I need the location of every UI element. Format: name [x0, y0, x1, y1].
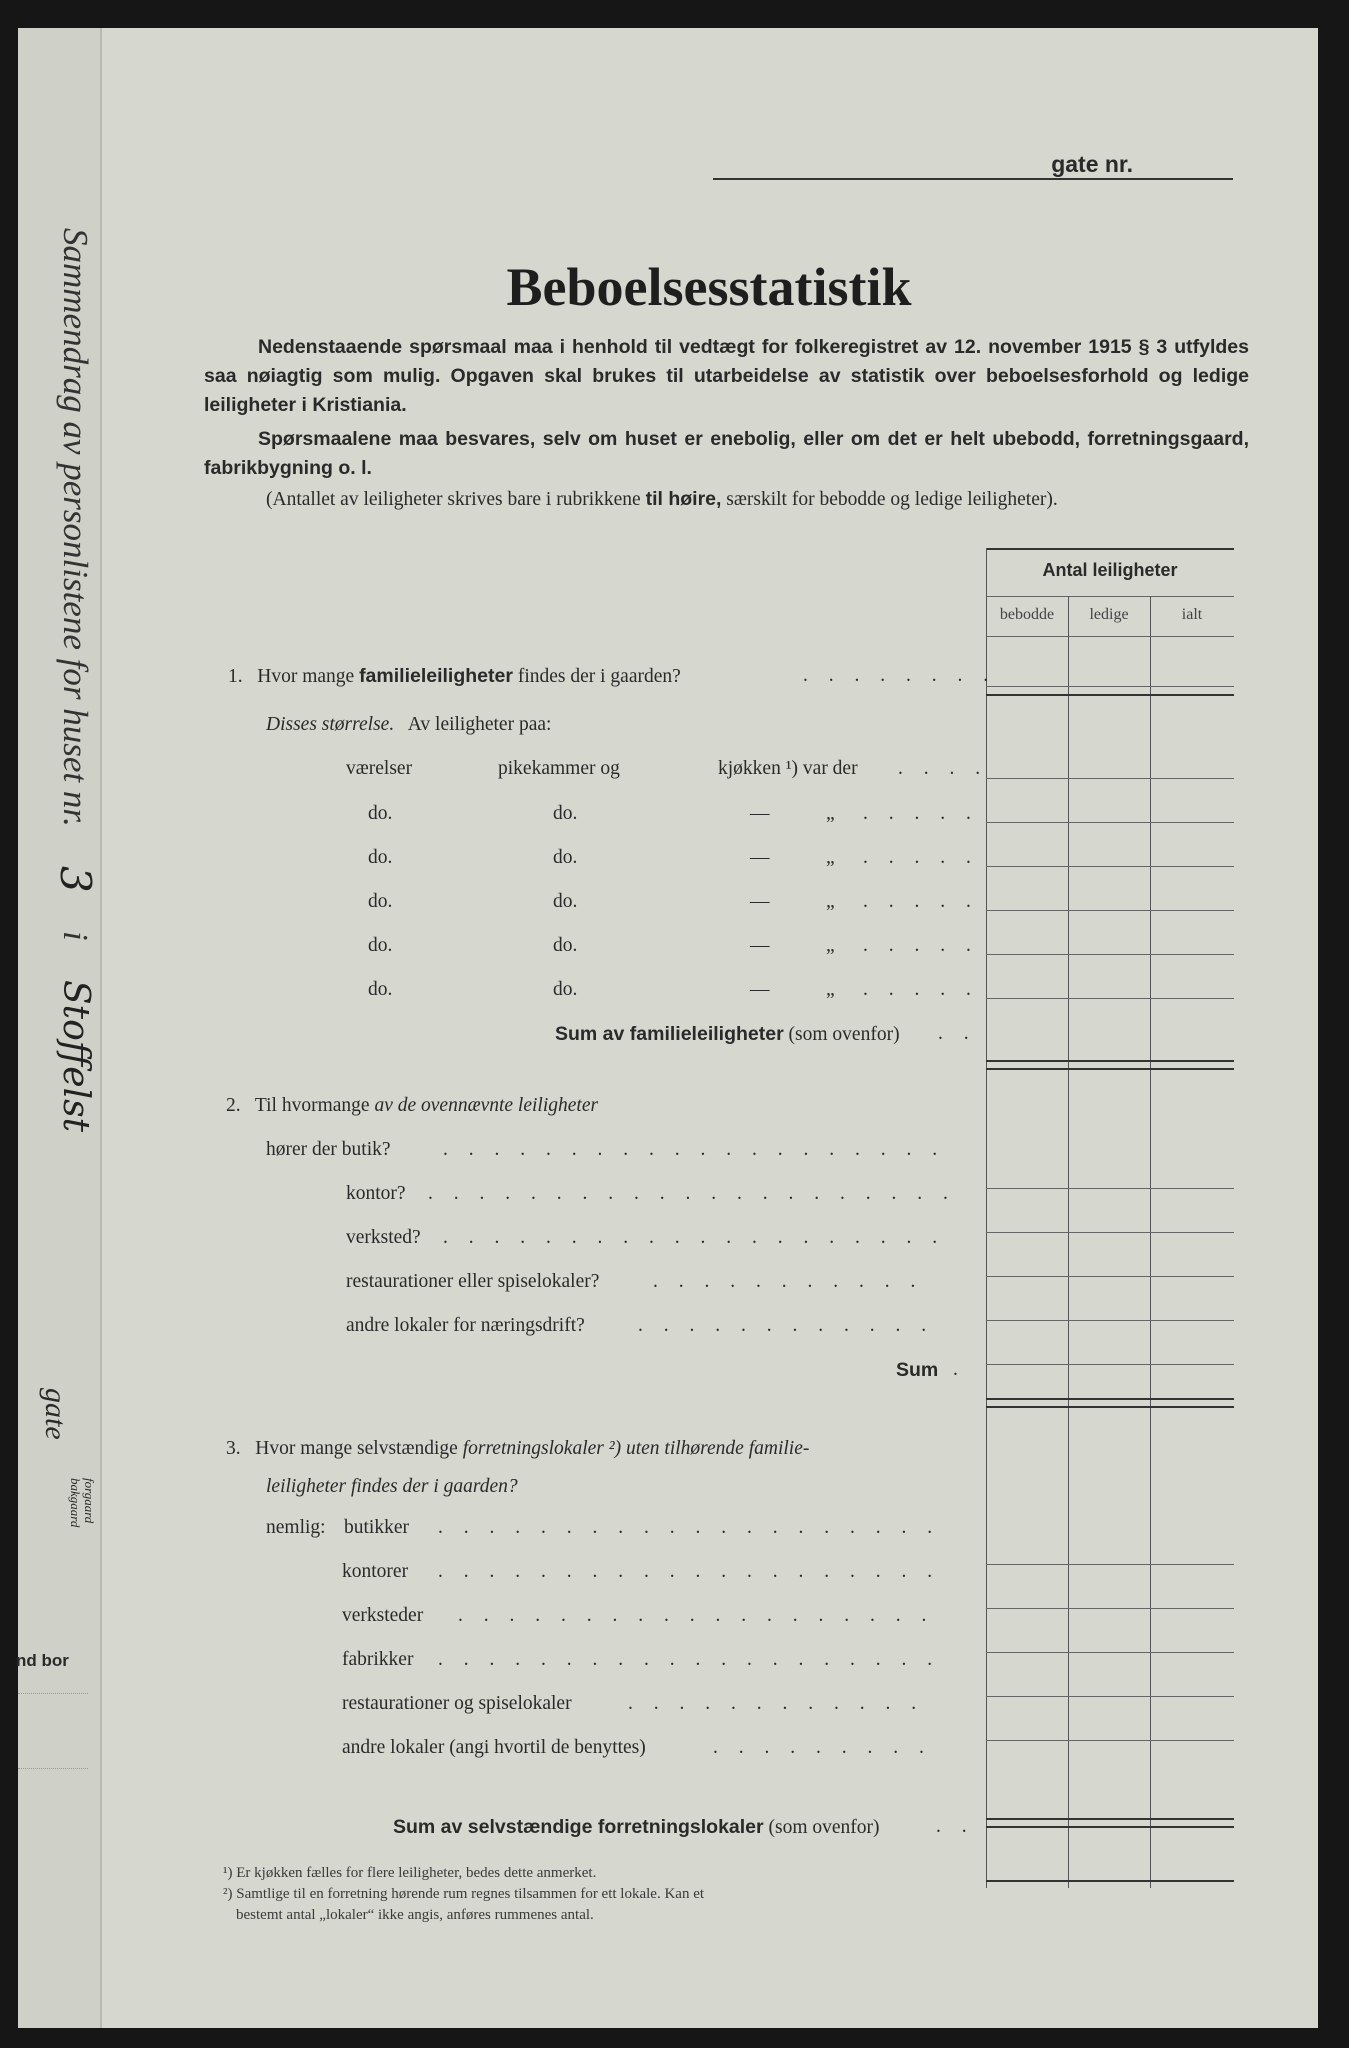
q1-sizes-line	[266, 714, 551, 736]
q1-ditto: „	[826, 979, 835, 1000]
leader-dots: . . . . . . . . . . . . . . . . . . . .	[438, 1561, 941, 1582]
footnote-2a: ²) Samtlige til en forretning hørende rum regnes tilsammen for ett lokale. Kan et	[223, 1886, 705, 1902]
leader-dots: . . . . . . . . .	[713, 1737, 932, 1758]
q1-do-vaerelser: do.	[368, 935, 393, 956]
answer-line	[986, 1320, 1234, 1321]
leader-dots: . . . . . . . . . . . . . . . . . . . .	[438, 1649, 941, 1670]
answer-line	[986, 778, 1234, 779]
form-page	[18, 28, 1318, 2028]
q3-sum-line	[393, 1816, 880, 1839]
q3-line-1	[226, 1438, 809, 1460]
answer-line	[986, 1826, 1234, 1828]
leader-dots: . . . . . . . . . . . . . . . . . . . .	[438, 1517, 941, 1538]
intro-text-3b: til høire,	[645, 488, 722, 510]
intro-paragraph-3	[266, 488, 1058, 511]
side-vertical-caption	[40, 228, 100, 1132]
col-bebodde: bebodde	[999, 606, 1055, 623]
q1-dash: —	[750, 847, 770, 868]
q1-ditto: „	[826, 935, 835, 956]
q3-item-fabrikker: fabrikker	[342, 1649, 414, 1670]
q1-pikekammer-label: pikekammer og	[498, 758, 620, 779]
q3-item-verksteder: verksteder	[342, 1605, 424, 1626]
q2-text-b: av de ovennævnte leiligheter	[374, 1095, 599, 1116]
answer-line	[986, 1740, 1234, 1741]
q1-dash: —	[750, 803, 770, 824]
side-dotted-line	[18, 1768, 88, 1769]
q1-kjokken-label: kjøkken ¹) var der	[718, 758, 858, 779]
q1-sum-note: (som ovenfor)	[788, 1024, 900, 1045]
side-forgaard: forgaard	[82, 1478, 97, 1524]
q1-do-pikekammer: do.	[553, 847, 578, 868]
q1-do-vaerelser: do.	[368, 803, 393, 824]
answer-line	[986, 866, 1234, 867]
q2-item-butik: hører der butik?	[266, 1139, 391, 1160]
q1-dash: —	[750, 979, 770, 1000]
answer-line	[986, 1696, 1234, 1697]
leader-dots: .	[953, 1359, 966, 1380]
leader-dots: . .	[936, 1816, 975, 1837]
q3-item-andre: andre lokaler (angi hvortil de benyttes)	[342, 1737, 646, 1758]
handwritten-house-number: 3	[51, 865, 100, 893]
side-caption-text: Sammendrag av personlistene for huset nr.	[56, 228, 95, 827]
footnote-1: ¹) Er kjøkken fælles for flere leiligheter, bedes dette anmerket.	[223, 1865, 597, 1881]
leader-dots: . . . . . . . . . . . . . . . . . . . . .	[428, 1183, 956, 1204]
side-bor-label: nd bor	[16, 1651, 69, 1670]
q3-nemlig: nemlig:	[266, 1517, 326, 1538]
q3-line-2: leiligheter findes der i gaarden?	[266, 1476, 518, 1497]
answer-line	[986, 1880, 1234, 1882]
q1-ditto: „	[826, 891, 835, 912]
leader-dots: . . . . .	[863, 979, 979, 1000]
left-margin-strip	[18, 28, 102, 2028]
q2-item-kontor: kontor?	[346, 1183, 406, 1204]
answer-line	[986, 1398, 1234, 1400]
side-bakgaard: bakgaard	[68, 1478, 83, 1528]
q2-item-verksted: verksted?	[346, 1227, 421, 1248]
q1-do-pikekammer: do.	[553, 979, 578, 1000]
q1-ditto: „	[826, 847, 835, 868]
leader-dots: . . . . . . . . . . . .	[638, 1315, 935, 1336]
answer-line	[986, 1818, 1234, 1820]
side-caption-i: i	[56, 931, 95, 941]
answer-line	[986, 954, 1234, 955]
leader-dots: . . . . . . . . . . . . . . . . . . .	[458, 1605, 935, 1626]
gate-nr-label: gate nr.	[1051, 151, 1133, 177]
leader-dots: . . . . . . . . . . . . . . . . . . . .	[443, 1227, 946, 1248]
q1-line	[228, 665, 681, 688]
q1-sum-label: Sum av familieleiligheter	[555, 1023, 784, 1045]
answer-line	[986, 910, 1234, 911]
q1-number: 1.	[228, 666, 243, 687]
table-header-line	[986, 596, 1234, 597]
table-header: Antal leiligheter	[1042, 560, 1178, 580]
q2-sum-label: Sum	[896, 1359, 939, 1381]
q3-sum-label: Sum av selvstændige forretningslokaler	[393, 1816, 764, 1838]
q1-text-c: findes der i gaarden?	[517, 666, 681, 687]
q1-ditto: „	[826, 803, 835, 824]
answer-line	[986, 1608, 1234, 1609]
intro-paragraph-1	[204, 333, 1249, 420]
table-border-left	[986, 548, 987, 1888]
q3-item-kontorer: kontorer	[342, 1561, 409, 1582]
leader-dots: . . . . . . . .	[803, 665, 997, 686]
answer-line	[986, 822, 1234, 823]
answer-line	[986, 1232, 1234, 1233]
q2-item-andre: andre lokaler for næringsdrift?	[346, 1315, 585, 1336]
q1-do-pikekammer: do.	[553, 803, 578, 824]
intro-text-3a: (Antallet av leiligheter skrives bare i rubrikkene	[266, 489, 641, 510]
q3-text-b: forretningslokaler ²) uten tilhørende familie-	[462, 1438, 810, 1459]
q3-number: 3.	[226, 1438, 241, 1459]
intro-text-1: Nedenstaaende spørsmaal maa i henhold til vedtægt for folkeregistret av 12. november 1915 § 3 utfyldes saa nøiagtig som mulig. Opgaven skal brukes til utarbeidelse av statistik over beboelsesforhold og ledige leiligheter i Kristiania.	[204, 336, 1249, 416]
q1-do-vaerelser: do.	[368, 847, 393, 868]
q2-item-restaurationer: restaurationer eller spiselokaler?	[346, 1271, 600, 1292]
q3-item-butikker: butikker	[344, 1517, 409, 1538]
q1-do-vaerelser: do.	[368, 979, 393, 1000]
q2-number: 2.	[226, 1095, 241, 1116]
q1-sum-line	[555, 1023, 900, 1046]
q1-sizes-text: Av leiligheter paa:	[407, 714, 552, 735]
answer-line	[986, 686, 1234, 687]
table-divider-2	[1150, 596, 1151, 1888]
q1-do-pikekammer: do.	[553, 891, 578, 912]
q3-item-restaurationer: restaurationer og spiselokaler	[342, 1693, 572, 1714]
leader-dots: . . . . .	[863, 891, 979, 912]
handwritten-street-name: Stoffelst	[55, 979, 96, 1132]
col-ledige: ledige	[1089, 606, 1129, 623]
answer-line	[986, 1276, 1234, 1277]
leader-dots: . .	[938, 1023, 977, 1044]
leader-dots: . . . . . . . . . . .	[653, 1271, 924, 1292]
answer-line	[986, 1652, 1234, 1653]
answer-line	[986, 1406, 1234, 1408]
intro-paragraph-2	[204, 425, 1249, 483]
q1-sizes-italic: Disses størrelse.	[266, 714, 395, 735]
leader-dots: . . . . .	[863, 847, 979, 868]
side-gate-label: gate	[39, 1388, 72, 1440]
col-ialt: ialt	[1181, 606, 1203, 623]
answer-line	[986, 1060, 1234, 1062]
leader-dots: . . . . . . . . . . . .	[628, 1693, 925, 1714]
q1-text-b: familieleiligheter	[359, 665, 513, 687]
answer-line	[986, 1188, 1234, 1189]
intro-text-3c: særskilt for bebodde og ledige leiligheter).	[726, 489, 1058, 510]
q3-text-a: Hvor mange selvstændige	[255, 1438, 458, 1459]
answer-line	[986, 1068, 1234, 1070]
table-divider-1	[1068, 596, 1069, 1888]
leader-dots: . . . . .	[863, 935, 979, 956]
intro-text-2: Spørsmaalene maa besvares, selv om huset er enebolig, eller om det er helt ubebodd, forretningsgaard, fabrikbygning o. l.	[204, 428, 1249, 479]
leader-dots: . . . .	[898, 758, 989, 779]
q2-text-a: Til hvormange	[254, 1095, 370, 1116]
side-dotted-line	[18, 1693, 88, 1694]
answer-line	[986, 1564, 1234, 1565]
q1-vaerelser-label: værelser	[346, 758, 413, 779]
answer-table	[986, 548, 1234, 1888]
table-top-line	[986, 548, 1234, 550]
table-subheader-line	[986, 636, 1234, 637]
page-title: Beboelsesstatistik	[506, 257, 912, 317]
footnote-2b: bestemt antal „lokaler“ ikke angis, anføres rummenes antal.	[236, 1907, 594, 1923]
leader-dots: . . . . .	[863, 803, 979, 824]
side-gate-options	[68, 1478, 96, 1527]
q1-do-vaerelser: do.	[368, 891, 393, 912]
leader-dots: . . . . . . . . . . . . . . . . . . . .	[443, 1139, 946, 1160]
q1-dash: —	[750, 935, 770, 956]
q1-do-pikekammer: do.	[553, 935, 578, 956]
answer-line	[986, 694, 1234, 696]
answer-line	[986, 998, 1234, 999]
gate-nr-field[interactable]	[713, 148, 1233, 180]
q1-text-a: Hvor mange	[257, 666, 355, 687]
q3-sum-note: (som ovenfor)	[768, 1817, 880, 1838]
q2-line	[226, 1095, 598, 1117]
q1-dash: —	[750, 891, 770, 912]
answer-line	[986, 1364, 1234, 1365]
